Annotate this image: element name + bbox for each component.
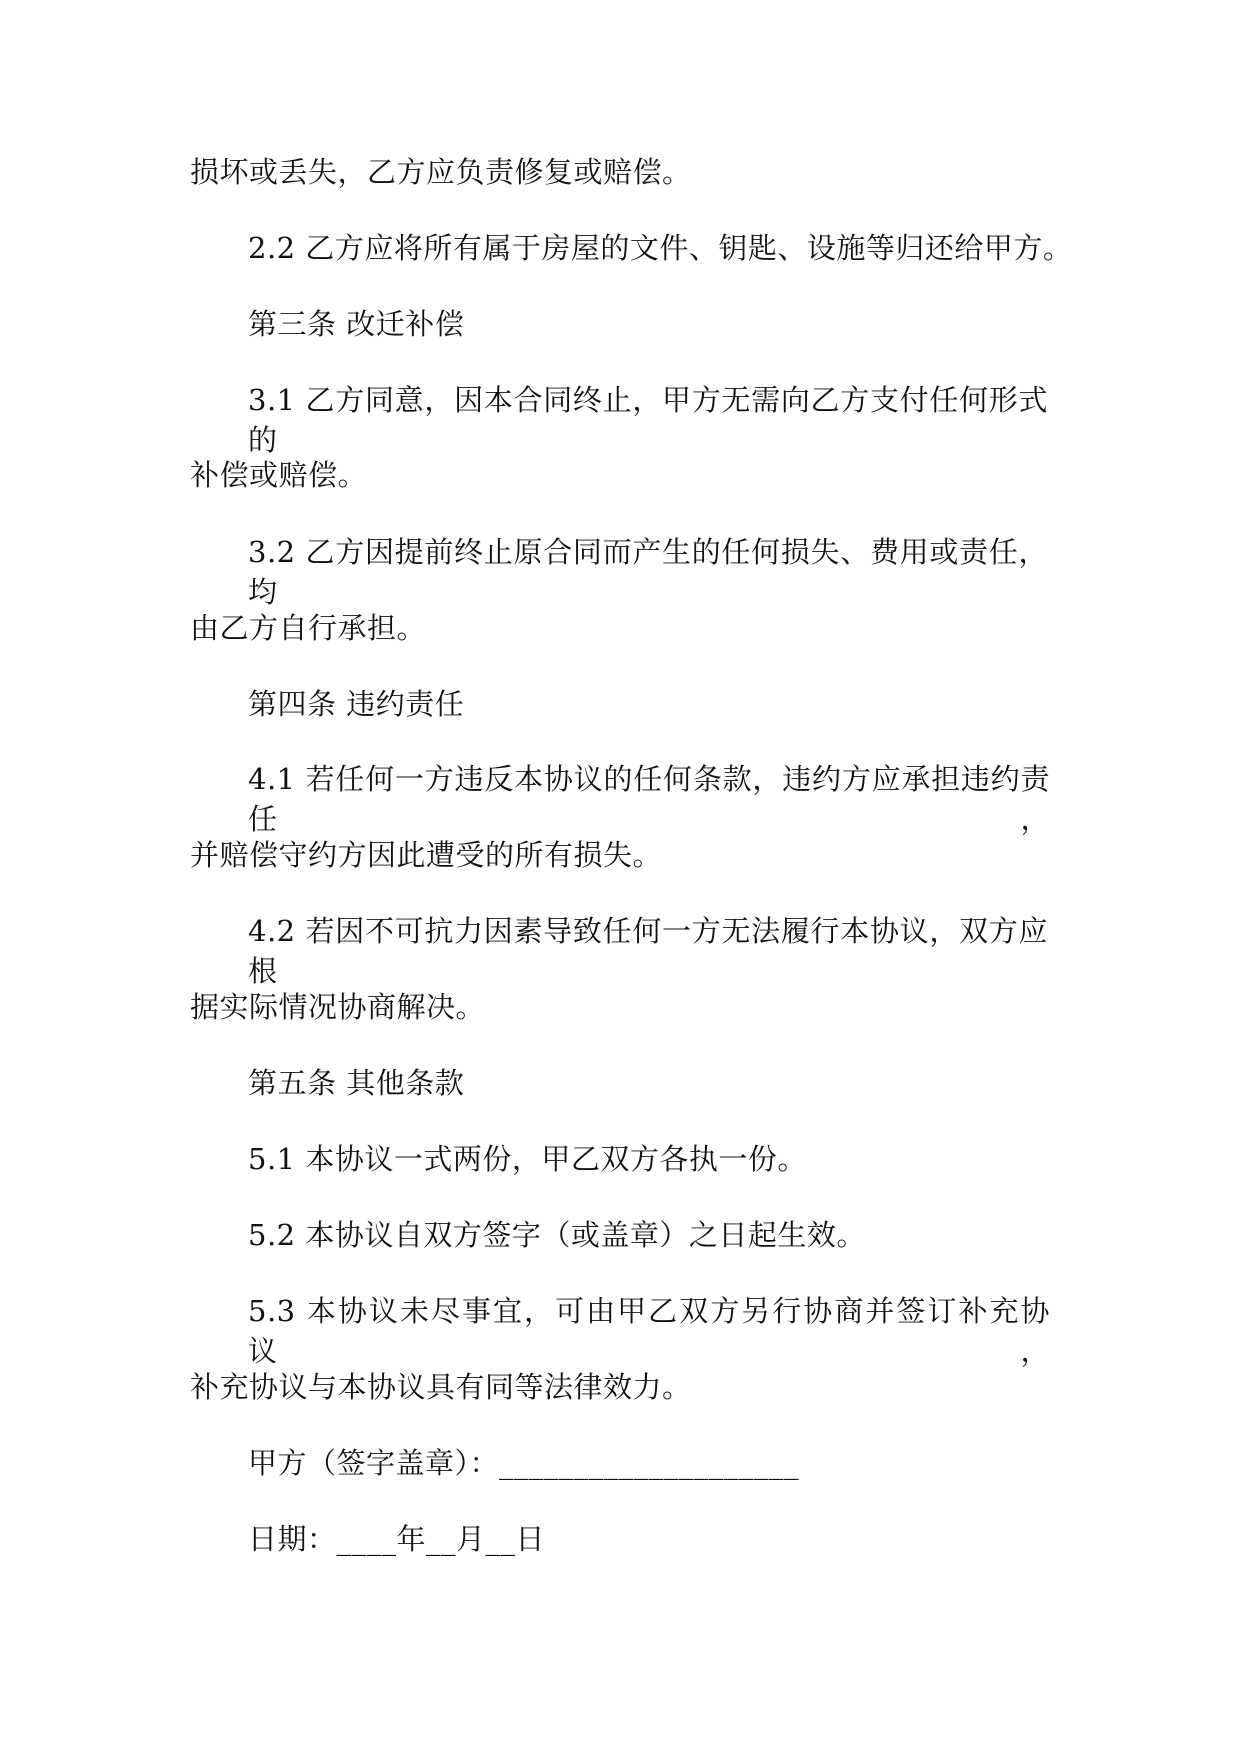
paragraph-line: 损坏或丢失，乙方应负责修复或赔偿。	[190, 155, 692, 189]
clause-4-1: 4.1 若任何一方违反本协议的任何条款，违约方应承担违约责任，	[248, 762, 1050, 836]
clause-5-2: 5.2 本协议自双方签字（或盖章）之日起生效。	[248, 1218, 866, 1252]
clause-3-1: 3.1 乙方同意，因本合同终止，甲方无需向乙方支付任何形式的	[248, 383, 1048, 457]
paragraph-line: 并赔偿守约方因此遭受的所有损失。	[190, 838, 663, 872]
paragraph-line: 据实际情况协商解决。	[190, 990, 486, 1024]
date-line: 日期：____年__月__日	[248, 1522, 546, 1556]
paragraph-line: 补充协议与本协议具有同等法律效力。	[190, 1370, 692, 1404]
section-heading: 第四条 违约责任	[248, 687, 465, 721]
signature-line: 甲方（签字盖章）：____________________	[248, 1446, 800, 1480]
section-heading: 第三条 改迁补偿	[248, 307, 465, 341]
clause-2-2: 2.2 乙方应将所有属于房屋的文件、钥匙、设施等归还给甲方。	[248, 231, 1073, 265]
clause-5-3: 5.3 本协议未尽事宜，可由甲乙双方另行协商并签订补充协议，	[248, 1294, 1050, 1368]
paragraph-line: 补偿或赔偿。	[190, 458, 368, 492]
section-heading: 第五条 其他条款	[248, 1066, 465, 1100]
clause-5-1: 5.1 本协议一式两份，甲乙双方各执一份。	[248, 1142, 807, 1176]
clause-4-2: 4.2 若因不可抗力因素导致任何一方无法履行本协议，双方应根	[248, 914, 1048, 988]
clause-3-2: 3.2 乙方因提前终止原合同而产生的任何损失、费用或责任，均	[248, 535, 1048, 609]
paragraph-line: 由乙方自行承担。	[190, 611, 427, 645]
